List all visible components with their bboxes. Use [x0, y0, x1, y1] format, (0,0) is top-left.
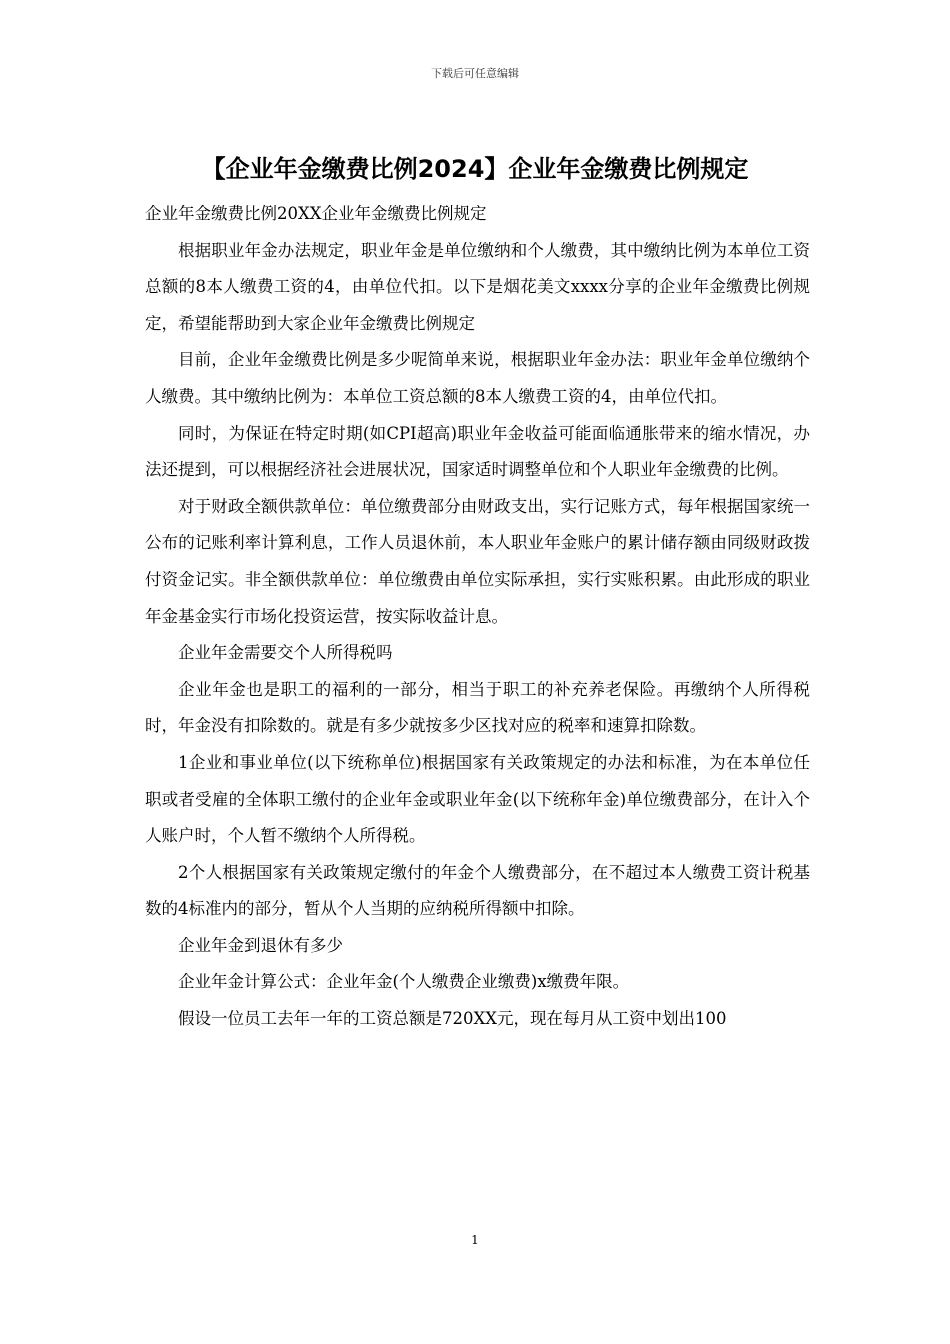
paragraph: 对于财政全额供款单位：单位缴费部分由财政支出，实行记账方式，每年根据国家统一公布的记账利率计算利息，工作人员退休前，本人职业年金账户的累计储存额由同级财政拨付资金记实。非全额供款单位：单位缴费由单位实际承担，实行实账积累。由此形成的职业年金基金实行市场化投资运营，按实际收益计息。 — [145, 496, 810, 626]
paragraph: 企业年金计算公式：企业年金(个人缴费企业缴费)x缴费年限。 — [178, 972, 630, 992]
document-body — [145, 196, 810, 1038]
document-title: 【企业年金缴费比例2024】企业年金缴费比例规定 — [201, 155, 749, 183]
document-subtitle: 企业年金缴费比例20XX企业年金缴费比例规定 — [145, 204, 487, 223]
paragraph: 1企业和事业单位(以下统称单位)根据国家有关政策规定的办法和标准，为在本单位任职或者受雇的全体职工缴付的企业年金或职业年金(以下统称年金)单位缴费部分，在计入个人账户时，个人暂不缴纳个人所得税。 — [145, 752, 810, 846]
section-heading: 企业年金需要交个人所得税吗 — [178, 643, 393, 663]
page-number: 1 — [471, 1233, 479, 1247]
section-heading: 企业年金到退休有多少 — [178, 935, 343, 955]
paragraph: 同时，为保证在特定时期(如CPI超高)职业年金收益可能面临通胀带来的缩水情况，办法还提到，可以根据经济社会进展状况，国家适时调整单位和个人职业年金缴费的比例。 — [145, 423, 810, 480]
paragraph: 2个人根据国家有关政策规定缴付的年金个人缴费部分，在不超过本人缴费工资计税基数的4标准内的部分，暂从个人当期的应纳税所得额中扣除。 — [145, 862, 810, 919]
paragraph: 根据职业年金办法规定，职业年金是单位缴纳和个人缴费，其中缴纳比例为本单位工资总额的8本人缴费工资的4，由单位代扣。以下是烟花美文xxxx分享的企业年金缴费比例规定，希望能帮助到大家企业年金缴费比例规定 — [145, 240, 810, 333]
paragraph: 目前，企业年金缴费比例是多少呢简单来说，根据职业年金办法：职业年金单位缴纳个人缴费。其中缴纳比例为：本单位工资总额的8本人缴费工资的4，由单位代扣。 — [145, 350, 810, 406]
paragraph: 企业年金也是职工的福利的一部分，相当于职工的补充养老保险。再缴纳个人所得税时，年金没有扣除数的。就是有多少就按多少区找对应的税率和速算扣除数。 — [145, 679, 810, 736]
paragraph: 假设一位员工去年一年的工资总额是720XX元，现在每月从工资中划出100 — [178, 1009, 727, 1029]
page-header: 下载后可任意编辑 — [431, 67, 519, 80]
